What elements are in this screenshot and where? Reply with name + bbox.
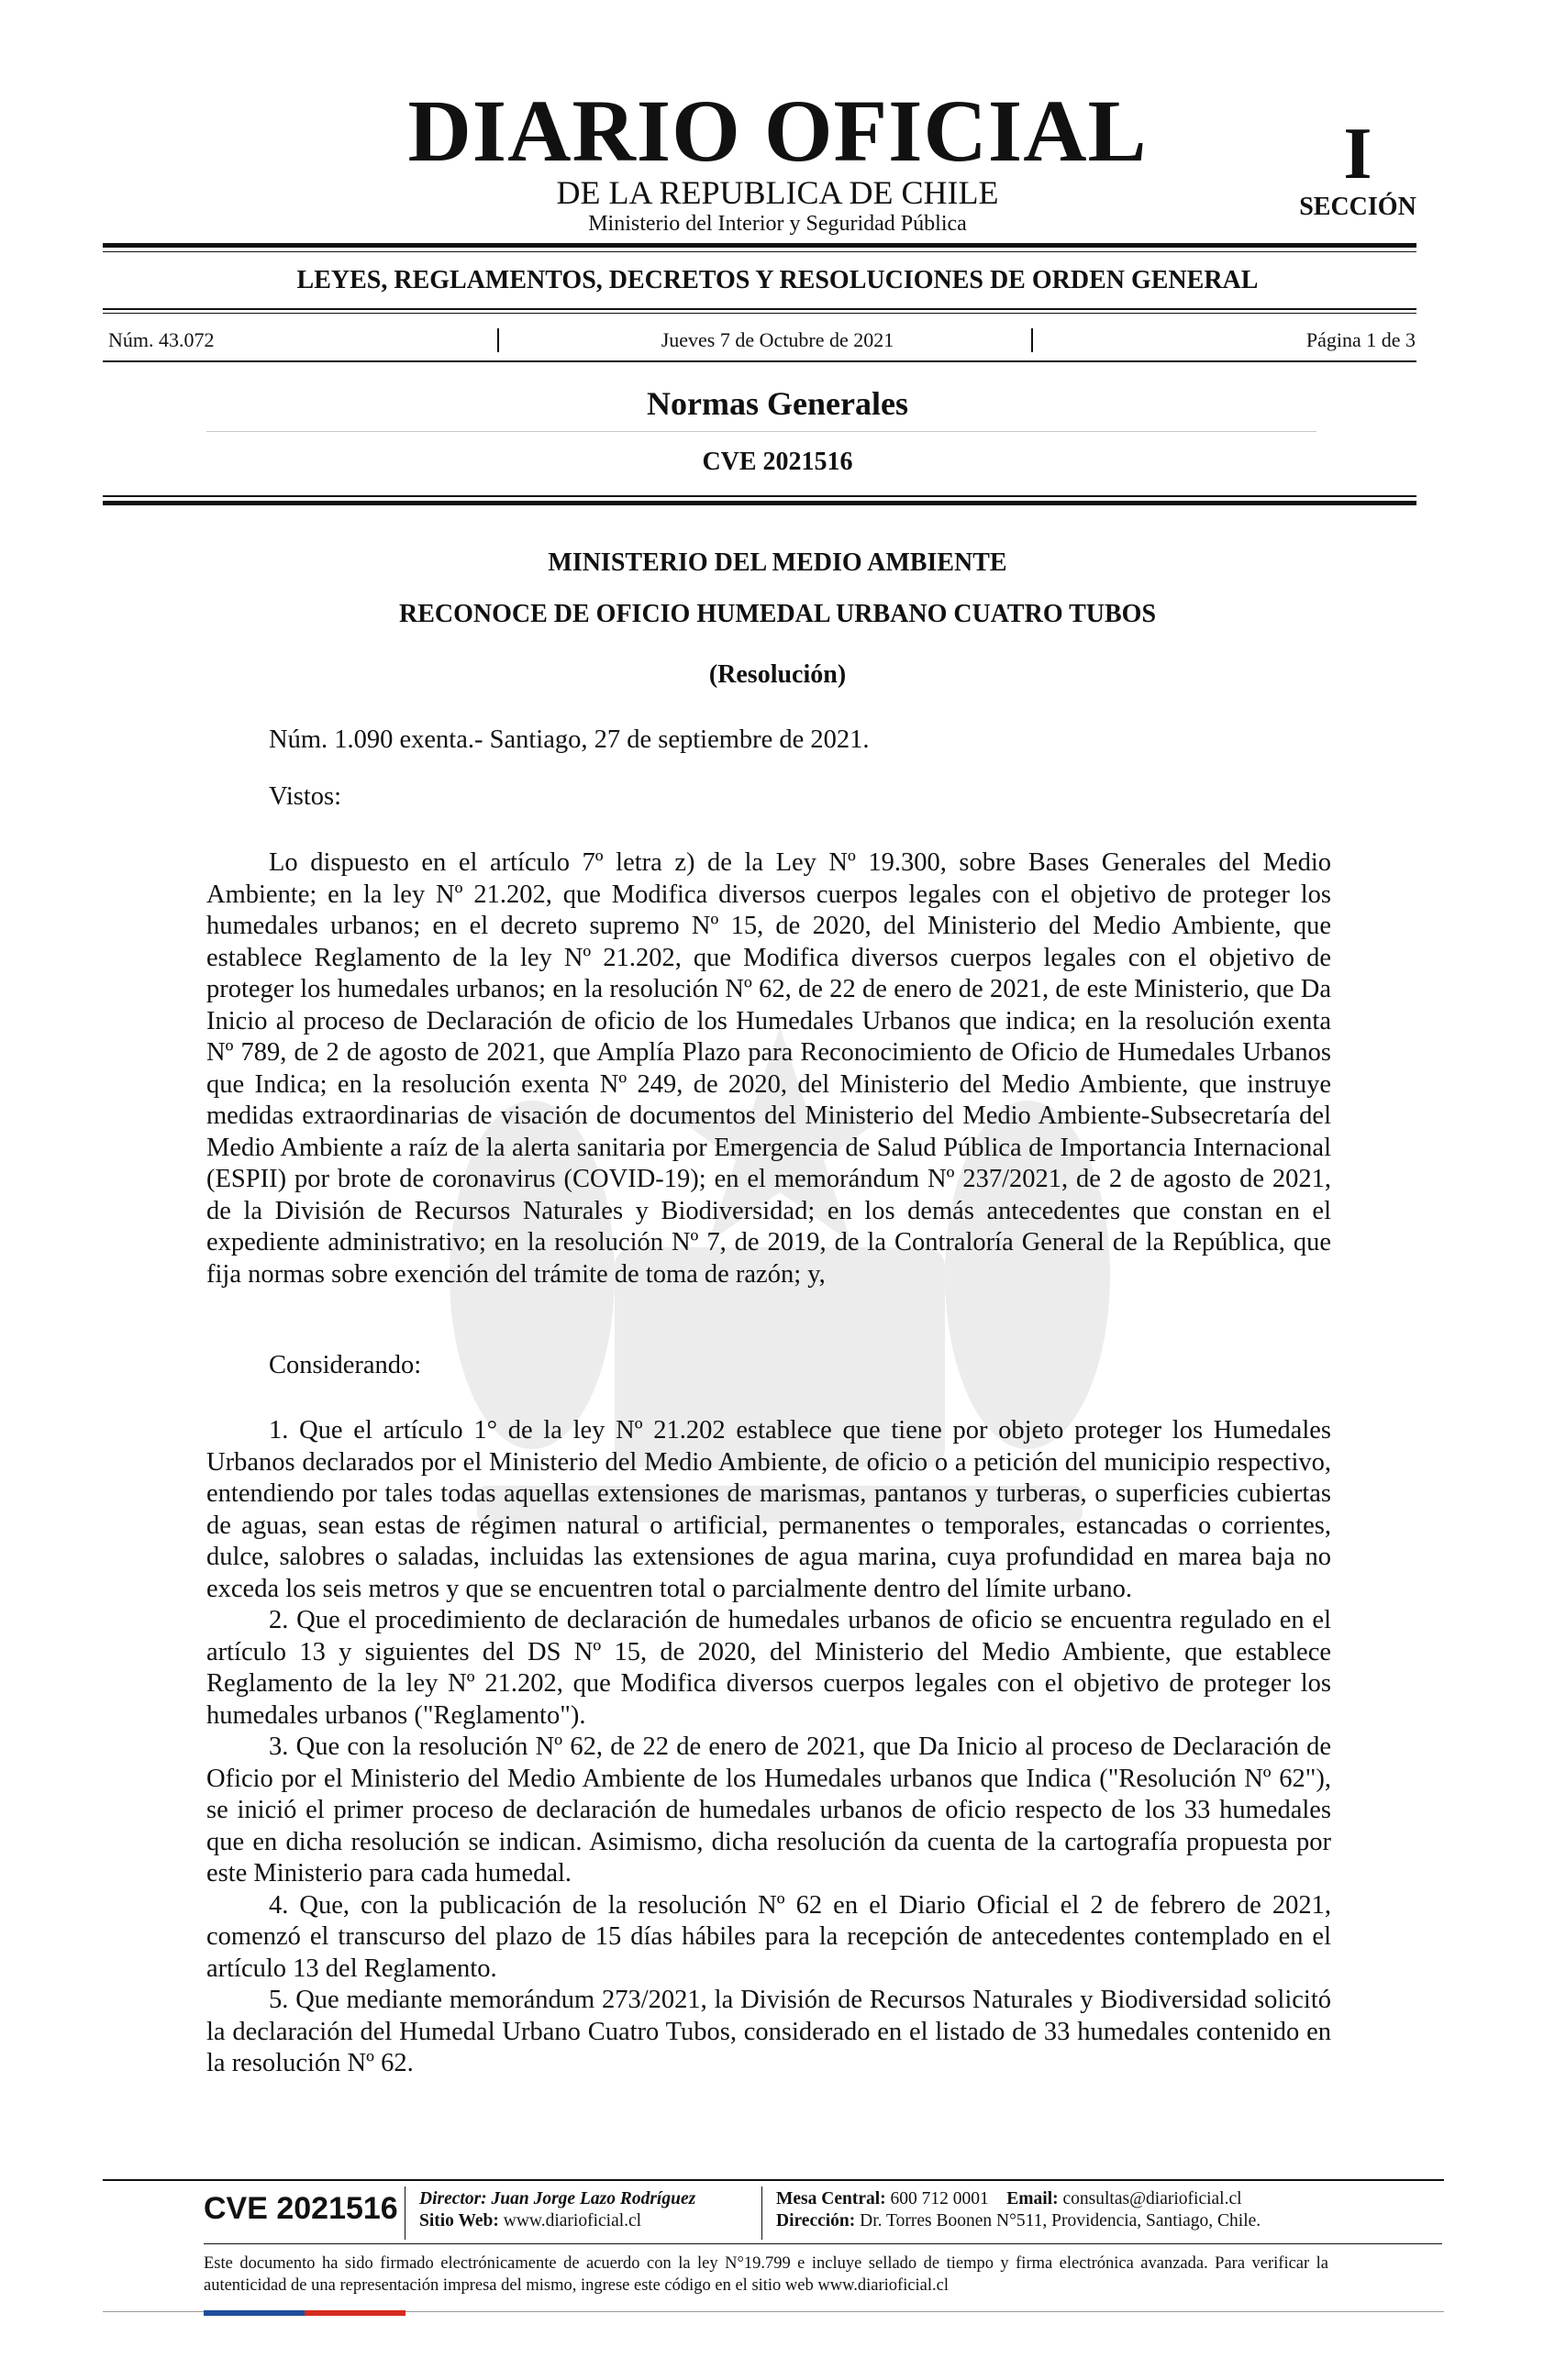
ministry-heading: MINISTERIO DEL MEDIO AMBIENTE	[548, 548, 1007, 577]
phone-label: Mesa Central:	[776, 2189, 886, 2208]
footer-cve-code: CVE 2021516	[204, 2191, 398, 2226]
page-indicator: Página 1 de 3	[1305, 328, 1416, 351]
separator	[761, 2186, 762, 2240]
divider	[103, 313, 1416, 314]
number-line: Núm. 1.090 exenta.- Santiago, 27 de septiembre de 2021.	[269, 725, 870, 754]
vistos-paragraph	[206, 847, 1331, 1290]
separator	[1031, 328, 1033, 352]
divider	[103, 243, 1416, 248]
email-label: Email:	[1006, 2189, 1059, 2208]
flag-stripe-blue	[204, 2310, 305, 2316]
issue-date: Jueves 7 de Octubre de 2021	[661, 328, 894, 351]
section-label: SECCIÓN	[1299, 193, 1416, 221]
considerando-heading: Considerando:	[269, 1351, 422, 1379]
email-link[interactable]: consultas@diarioficial.cl	[1062, 2189, 1242, 2208]
website-label: Sitio Web:	[419, 2211, 499, 2231]
footer-divider	[204, 2243, 1442, 2244]
issue-number: Núm. 43.072	[108, 328, 215, 351]
divider	[103, 360, 1416, 362]
website-link[interactable]: www.diarioficial.cl	[503, 2211, 642, 2231]
flag-stripe-red	[305, 2310, 405, 2316]
director-name: Juan Jorge Lazo Rodríguez	[491, 2189, 696, 2208]
newspaper-subtitle: DE LA REPUBLICA DE CHILE	[556, 174, 999, 211]
ministry-line: Ministerio del Interior y Seguridad Pública	[588, 212, 967, 236]
footer-address	[776, 2210, 1261, 2232]
divider	[103, 495, 1416, 497]
cve-code: CVE 2021516	[702, 448, 853, 476]
considerando-item: 4. Que, con la publicación de la resolución Nº 62 en el Diario Oficial el 2 de febrero de 2021, comenzó el transcurso del plazo de 15 días hábiles para la recepción de antecedentes contemplado en el artículo 13 del Reglamento.	[206, 1890, 1331, 1983]
considerando-list	[206, 1415, 1331, 2080]
section-number: I	[1343, 114, 1372, 194]
divider	[206, 431, 1316, 432]
considerando-item: 1. Que el artículo 1° de la ley Nº 21.202 establece que tiene por objeto proteger los Humedales Urbanos declarados por el Ministerio del Medio Ambiente, de oficio o a petición del municipio respectivo, entendiendo por tales todas aquellas extensiones de marismas, pantanos y turberas, o superficies cubiertas de aguas, sean estas de régimen natural o artificial, permanentes o temporales, estancadas o corrientes, dulce, salobres o saladas, incluidas las extensiones de agua marina, cuya profundidad en marea baja no exceda los seis metros y que se encuentren total o parcialmente dentro del límite urbano.	[206, 1416, 1331, 1603]
divider	[103, 251, 1416, 252]
phone-value: 600 712 0001	[890, 2189, 989, 2208]
newspaper-title: DIARIO OFICIAL	[407, 82, 1148, 180]
resolution-number	[206, 725, 1331, 757]
resolution-title: RECONOCE DE OFICIO HUMEDAL URBANO CUATRO TUBOS	[398, 600, 1157, 628]
vistos-label	[206, 781, 1331, 814]
considerando-item: 5. Que mediante memorándum 273/2021, la División de Recursos Naturales y Biodiversidad solicitó la declaración del Humedal Urbano Cuatro Tubos, considerado en el listado de 33 humedales contenido en la resolución Nº 62.	[206, 1986, 1331, 2077]
considerando-label	[206, 1350, 1331, 1382]
footer-divider	[103, 2179, 1444, 2181]
document-type: (Resolución)	[708, 660, 847, 689]
rubric-title: Normas Generales	[647, 385, 908, 422]
footer-website	[419, 2210, 641, 2232]
vistos-text: Lo dispuesto en el artículo 7º letra z) de la Ley Nº 19.300, sobre Bases Generales del Medio Ambiente; en la ley Nº 21.202, que Modifica diversos cuerpos legales con el objetivo de proteger los humedales urbanos; en el decreto supremo Nº 15, de 2020, del Ministerio del Medio Ambiente, que establece Reglamento de la ley Nº 21.202, que Modifica diversos cuerpos legales con el objetivo de proteger los humedales urbanos; en la resolución Nº 62, de 22 de enero de 2021, de este Ministerio, que Da Inicio al proceso de Declaración de oficio de los Humedales Urbanos que indica; en la resolución exenta Nº 789, de 2 de agosto de 2021, que Amplía Plazo para Reconocimiento de Oficio de Humedales Urbanos que Indica; en la resolución exenta Nº 249, de 2020, del Ministerio del Medio Ambiente, que instruye medidas extraordinarias de visación de documentos del Ministerio del Medio Ambiente-Subsecretaría del Medio Ambiente a raíz de la alerta sanitaria por Emergencia de Salud Pública de Importancia Internacional (ESPII) por brote de coronavirus (COVID-19); en el memorándum Nº 237/2021, de 2 de agosto de 2021, de la División de Recursos Naturales y Biodiversidad; en los demás antecedentes que constan en el expediente administrativo; en la resolución Nº 7, de 2019, de la Contraloría General de la República, que fija normas sobre exención del trámite de toma de razón; y,	[206, 848, 1331, 1289]
address-value: Dr. Torres Boonen N°511, Providencia, Santiago, Chile.	[860, 2211, 1261, 2231]
considerando-item: 2. Que el procedimiento de declaración de humedales urbanos de oficio se encuentra regulado en el artículo 13 y siguientes del DS Nº 15, de 2020, del Ministerio del Medio Ambiente, que establece Reglamento de la ley Nº 21.202, que Modifica diversos cuerpos legales con el objetivo de proteger los humedales urbanos ("Reglamento").	[206, 1606, 1331, 1730]
footer-contact	[776, 2188, 1242, 2210]
divider	[103, 308, 1416, 310]
director-label: Director:	[419, 2189, 487, 2208]
divider	[103, 501, 1416, 505]
footer-director	[419, 2188, 695, 2210]
category-line: LEYES, REGLAMENTOS, DECRETOS Y RESOLUCIONES DE ORDEN GENERAL	[296, 266, 1259, 294]
vistos-heading: Vistos:	[269, 782, 342, 811]
address-label: Dirección:	[776, 2211, 856, 2231]
signature-notice: Este documento ha sido firmado electrónicamente de acuerdo con la ley N°19.799 e incluye sellado de tiempo y firma electrónica avanzada. Para verificar la autenticidad de una representación impresa del mismo, ingrese este código en el sitio web www.diarioficial.cl	[204, 2254, 1328, 2295]
considerando-item: 3. Que con la resolución Nº 62, de 22 de enero de 2021, que Da Inicio al proceso de Declaración de Oficio por el Ministerio del Medio Ambiente de los Humedales urbanos que Indica ("Resolución Nº 62"), se inició el primer proceso de declaración de humedales urbanos de oficio respecto de los 33 humedales que en dicha resolución se indican. Asimismo, dicha resolución da cuenta de la cartografía propuesta por este Ministerio para cada humedal.	[206, 1732, 1331, 1887]
